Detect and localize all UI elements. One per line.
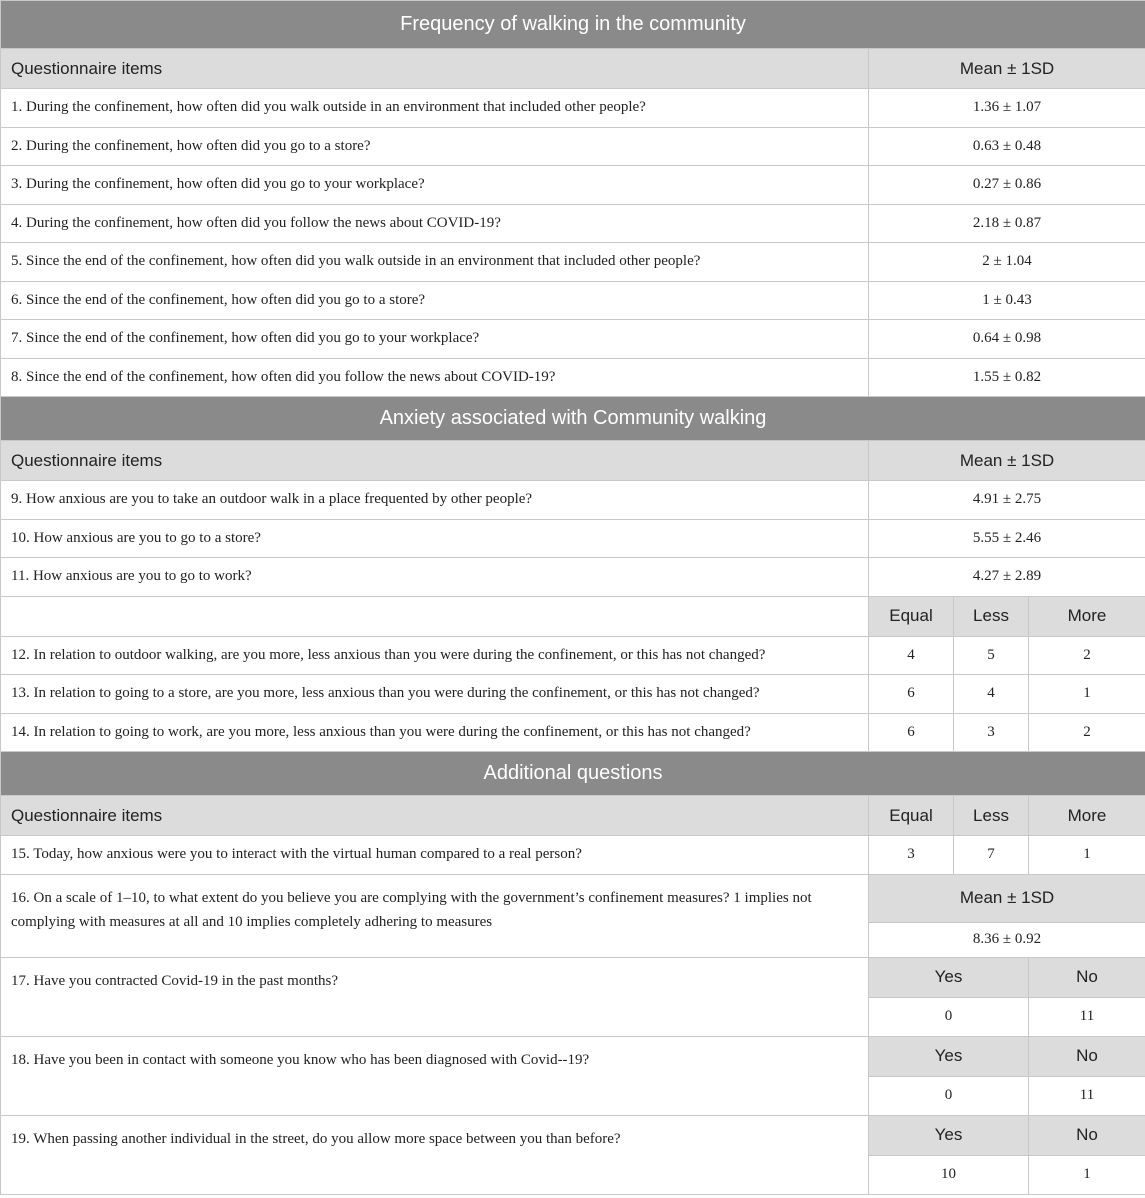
question-text: 4. During the confinement, how often did you follow the news about COVID-19? bbox=[1, 204, 869, 243]
question-text: 14. In relation to going to work, are you more, less anxious than you were during the confinement, or this has not changed? bbox=[1, 713, 869, 752]
column-header-yes: Yes bbox=[869, 1036, 1029, 1076]
equal-count: 6 bbox=[869, 675, 954, 714]
more-count: 1 bbox=[1029, 675, 1145, 714]
more-count: 2 bbox=[1029, 713, 1145, 752]
no-count: 11 bbox=[1029, 997, 1145, 1036]
table-row bbox=[1, 204, 1145, 243]
table-row bbox=[1, 957, 1145, 997]
mean-value: 2.18 ± 0.87 bbox=[869, 204, 1145, 243]
mean-value: 0.27 ± 0.86 bbox=[869, 166, 1145, 205]
section-title: Frequency of walking in the community bbox=[1, 1, 1145, 49]
table-row bbox=[1, 636, 1145, 675]
no-count: 1 bbox=[1029, 1155, 1145, 1194]
question-text: 12. In relation to outdoor walking, are you more, less anxious than you were during the confinement, or this has not changed? bbox=[1, 636, 869, 675]
table-row bbox=[1, 836, 1145, 875]
empty-cell bbox=[1, 596, 869, 636]
question-text: 19. When passing another individual in the street, do you allow more space between you than before? bbox=[1, 1115, 869, 1194]
header-row bbox=[1, 441, 1145, 481]
column-header-no: No bbox=[1029, 957, 1145, 997]
column-header-items: Questionnaire items bbox=[1, 49, 869, 89]
column-header-items: Questionnaire items bbox=[1, 441, 869, 481]
table-row bbox=[1, 874, 1145, 922]
mean-value: 5.55 ± 2.46 bbox=[869, 519, 1145, 558]
column-header-yes: Yes bbox=[869, 1115, 1029, 1155]
mean-value: 2 ± 1.04 bbox=[869, 243, 1145, 282]
question-text: 18. Have you been in contact with someone you know who has been diagnosed with Covid--19? bbox=[1, 1036, 869, 1115]
question-text: 7. Since the end of the confinement, how often did you go to your workplace? bbox=[1, 320, 869, 359]
table-row bbox=[1, 675, 1145, 714]
table-row bbox=[1, 1036, 1145, 1076]
column-header-more: More bbox=[1029, 796, 1145, 836]
mean-value: 1 ± 0.43 bbox=[869, 281, 1145, 320]
table-row bbox=[1, 558, 1145, 597]
question-text: 6. Since the end of the confinement, how often did you go to a store? bbox=[1, 281, 869, 320]
section-title: Additional questions bbox=[1, 752, 1145, 796]
table-row bbox=[1, 89, 1145, 128]
column-header-less: Less bbox=[954, 596, 1029, 636]
table-row bbox=[1, 320, 1145, 359]
no-count: 11 bbox=[1029, 1076, 1145, 1115]
column-header-more: More bbox=[1029, 596, 1145, 636]
section-title-row bbox=[1, 752, 1145, 796]
table-row bbox=[1, 166, 1145, 205]
question-text: 9. How anxious are you to take an outdoor walk in a place frequented by other people? bbox=[1, 481, 869, 520]
mean-value: 4.91 ± 2.75 bbox=[869, 481, 1145, 520]
less-count: 4 bbox=[954, 675, 1029, 714]
subheader-row bbox=[1, 596, 1145, 636]
column-header-less: Less bbox=[954, 796, 1029, 836]
mean-value: 4.27 ± 2.89 bbox=[869, 558, 1145, 597]
column-header-mean: Mean ± 1SD bbox=[869, 874, 1145, 922]
column-header-no: No bbox=[1029, 1036, 1145, 1076]
yes-count: 0 bbox=[869, 997, 1029, 1036]
column-header-no: No bbox=[1029, 1115, 1145, 1155]
table-row bbox=[1, 1115, 1145, 1155]
table-row bbox=[1, 243, 1145, 282]
table-row bbox=[1, 281, 1145, 320]
mean-value: 1.55 ± 0.82 bbox=[869, 358, 1145, 397]
equal-count: 3 bbox=[869, 836, 954, 875]
table-row bbox=[1, 713, 1145, 752]
section-title: Anxiety associated with Community walking bbox=[1, 397, 1145, 441]
column-header-items: Questionnaire items bbox=[1, 796, 869, 836]
question-text: 17. Have you contracted Covid-19 in the past months? bbox=[1, 957, 869, 1036]
equal-count: 4 bbox=[869, 636, 954, 675]
question-text: 15. Today, how anxious were you to interact with the virtual human compared to a real person? bbox=[1, 836, 869, 875]
header-row bbox=[1, 796, 1145, 836]
column-header-equal: Equal bbox=[869, 596, 954, 636]
mean-value: 0.63 ± 0.48 bbox=[869, 127, 1145, 166]
more-count: 1 bbox=[1029, 836, 1145, 875]
question-text: 10. How anxious are you to go to a store? bbox=[1, 519, 869, 558]
question-text: 11. How anxious are you to go to work? bbox=[1, 558, 869, 597]
less-count: 7 bbox=[954, 836, 1029, 875]
header-row bbox=[1, 49, 1145, 89]
less-count: 3 bbox=[954, 713, 1029, 752]
table-row bbox=[1, 481, 1145, 520]
column-header-yes: Yes bbox=[869, 957, 1029, 997]
section-title-row bbox=[1, 397, 1145, 441]
mean-value: 8.36 ± 0.92 bbox=[869, 922, 1145, 957]
question-text: 13. In relation to going to a store, are you more, less anxious than you were during the confinement, or this has not changed? bbox=[1, 675, 869, 714]
table-row bbox=[1, 519, 1145, 558]
question-text: 5. Since the end of the confinement, how often did you walk outside in an environment that included other people? bbox=[1, 243, 869, 282]
table-row bbox=[1, 127, 1145, 166]
question-text: 2. During the confinement, how often did you go to a store? bbox=[1, 127, 869, 166]
column-header-equal: Equal bbox=[869, 796, 954, 836]
mean-value: 1.36 ± 1.07 bbox=[869, 89, 1145, 128]
question-text: 8. Since the end of the confinement, how often did you follow the news about COVID-19? bbox=[1, 358, 869, 397]
more-count: 2 bbox=[1029, 636, 1145, 675]
equal-count: 6 bbox=[869, 713, 954, 752]
yes-count: 10 bbox=[869, 1155, 1029, 1194]
column-header-mean: Mean ± 1SD bbox=[869, 441, 1145, 481]
question-text: 1. During the confinement, how often did you walk outside in an environment that included other people? bbox=[1, 89, 869, 128]
less-count: 5 bbox=[954, 636, 1029, 675]
question-text: 3. During the confinement, how often did you go to your workplace? bbox=[1, 166, 869, 205]
section-title-row bbox=[1, 1, 1145, 49]
question-text: 16. On a scale of 1–10, to what extent do you believe you are complying with the government’s confinement measures? 1 implies not complying with measures at all and 10 implies completely adhering to measures bbox=[1, 874, 869, 957]
yes-count: 0 bbox=[869, 1076, 1029, 1115]
mean-value: 0.64 ± 0.98 bbox=[869, 320, 1145, 359]
column-header-mean: Mean ± 1SD bbox=[869, 49, 1145, 89]
table-row bbox=[1, 358, 1145, 397]
